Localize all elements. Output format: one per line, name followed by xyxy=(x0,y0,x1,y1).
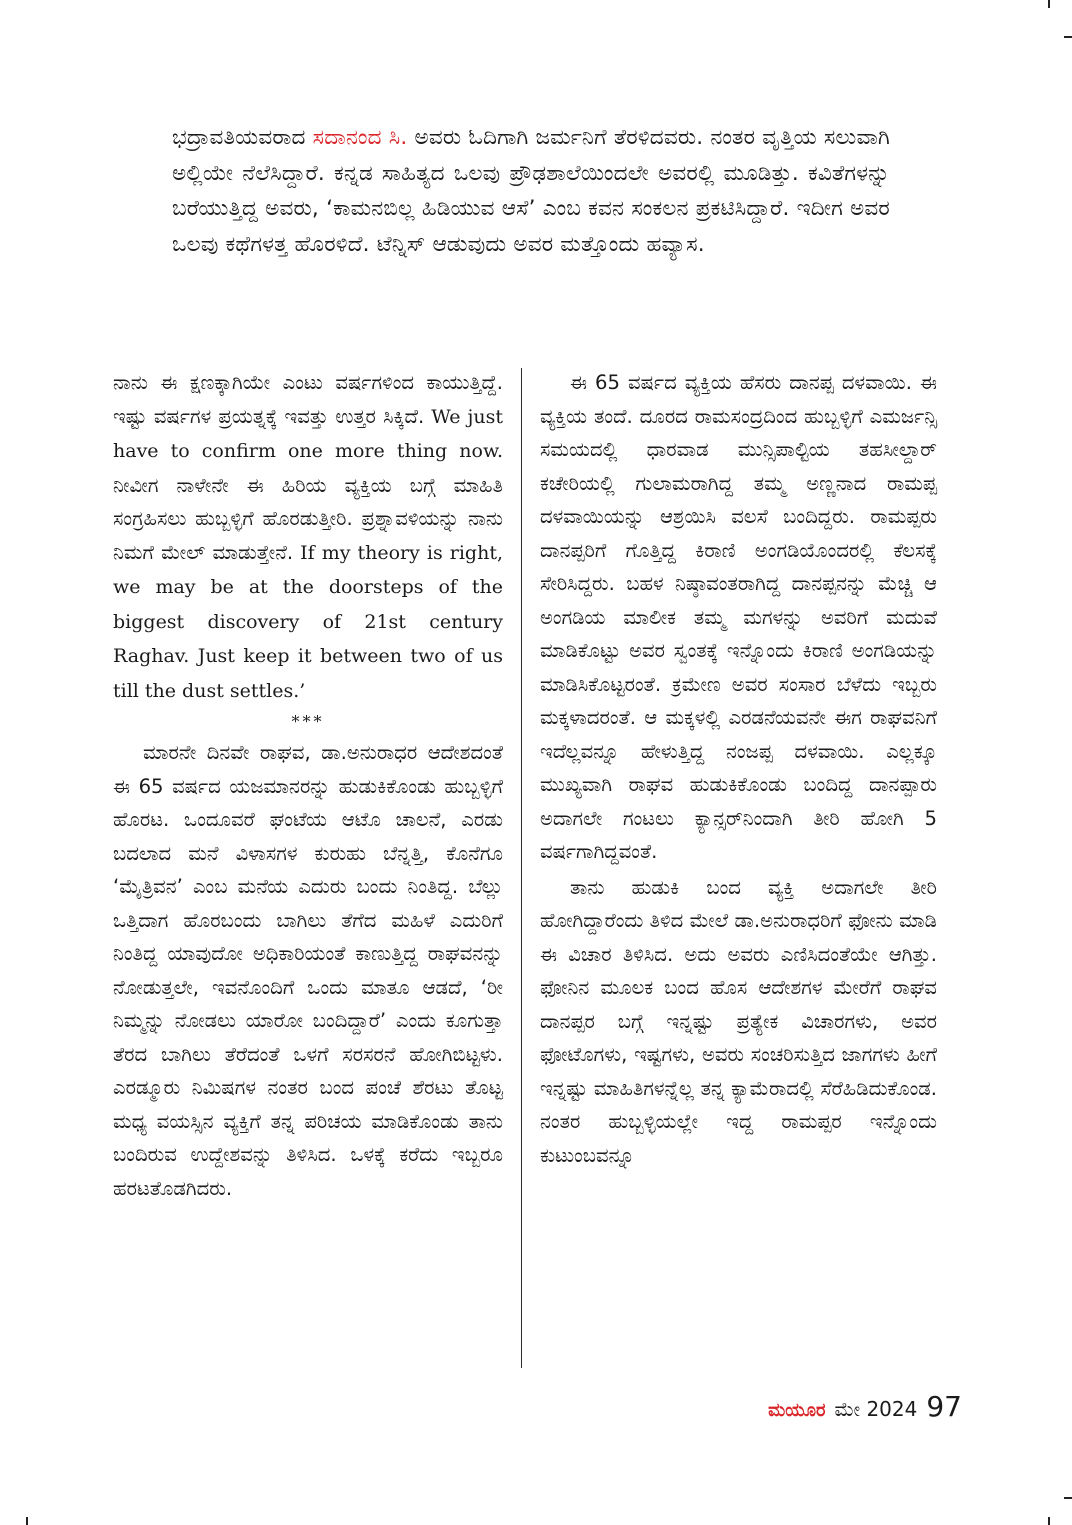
crop-mark xyxy=(1048,0,1050,8)
crop-mark xyxy=(1064,36,1072,38)
paragraph: ತಾನು ಹುಡುಕಿ ಬಂದ ವ್ಯಕ್ತಿ ಅದಾಗಲೇ ತೀರಿ ಹೋಗಿದ್ದಾರೆಂದು ತಿಳಿದ ಮೇಲೆ ಡಾ.ಅನುರಾಧರಿಗೆ ಫೋನು ಮಾಡಿ ಈ ವಿಚಾರ ತಿಳಿಸಿದ. ಅದು ಅವರು ಎಣಿಸಿದಂತೆಯೇ ಆಗಿತ್ತು. ಫೋನಿನ ಮೂಲಕ ಬಂದ ಹೊಸ ಆದೇಶಗಳ ಮೇರೆಗೆ ರಾಘವ ದಾನಪ್ಪರ ಬಗ್ಗೆ ಇನ್ನಷ್ಟು ಪ್ರತ್ಯೇಕ ವಿಚಾರಗಳು, ಅವರ ಫೋಟೊಗಳು, ಇಷ್ಟಗಳು, ಅವರು ಸಂಚರಿಸುತ್ತಿದ ಜಾಗಗಳು ಹೀಗೆ ಇನ್ನಷ್ಟು ಮಾಹಿತಿಗಳನ್ನೆಲ್ಲ ತನ್ನ ಕ್ಯಾಮೆರಾದಲ್ಲಿ ಸೆರೆಹಿಡಿದುಕೊಂಡ. ನಂತರ ಹುಬ್ಬಳ್ಳಿಯಲ್ಲೇ ಇದ್ದ ರಾಮಪ್ಪರ ಇನ್ನೊಂದು ಕುಟುಂಬವನ್ನೂ xyxy=(540,875,937,1167)
paragraph: ಈ 65 ವರ್ಷದ ವ್ಯಕ್ತಿಯ ಹೆಸರು ದಾನಪ್ಪ ದಳವಾಯಿ. ಈ ವ್ಯಕ್ತಿಯ ತಂದೆ. ದೂರದ ರಾಮಸಂದ್ರದಿಂದ ಹುಬ್ಬಳ್ಳಿಗೆ ಎಮರ್ಜನ್ಸಿ ಸಮಯದಲ್ಲಿ ಧಾರವಾಡ ಮುನ್ಸಿಪಾಲ್ಟಿಯ ತಹಸೀಲ್ದಾರ್ ಕಚೇರಿಯಲ್ಲಿ ಗುಲಾಮರಾಗಿದ್ದ ತಮ್ಮ ಅಣ್ಣನಾದ ರಾಮಪ್ಪ ದಳವಾಯಿಯನ್ನು ಆಶ್ರಯಿಸಿ ವಲಸೆ ಬಂದಿದ್ದರು. ರಾಮಪ್ಪರು ದಾನಪ್ಪರಿಗೆ ಗೊತ್ತಿದ್ದ ಕಿರಾಣಿ ಅಂಗಡಿಯೊಂದರಲ್ಲಿ ಕೆಲಸಕ್ಕೆ ಸೇರಿಸಿದ್ದರು. ಬಹಳ ನಿಷ್ಠಾವಂತರಾಗಿದ್ದ ದಾನಪ್ಪನನ್ನು ಮೆಚ್ಚಿ ಆ ಅಂಗಡಿಯ ಮಾಲೀಕ ತಮ್ಮ ಮಗಳನ್ನು ಅವರಿಗೆ ಮದುವೆ ಮಾಡಿಕೊಟ್ಟು ಅವರ ಸ್ವಂತಕ್ಕೆ ಇನ್ನೊಂದು ಕಿರಾಣಿ ಅಂಗಡಿಯನ್ನು ಮಾಡಿಸಿಕೊಟ್ಟರಂತೆ. ಕ್ರಮೇಣ ಅವರ ಸಂಸಾರ ಬೆಳೆದು ಇಬ್ಬರು ಮಕ್ಕಳಾದರಂತೆ. ಆ ಮಕ್ಕಳಲ್ಲಿ ಎರಡನೆಯವನೇ ಈಗ ರಾಘವನಿಗೆ ಇದೆಲ್ಲವನ್ನೂ ಹೇಳುತ್ತಿದ್ದ ನಂಜಪ್ಪ ದಳವಾಯಿ. ಎಲ್ಲಕ್ಕೂ ಮುಖ್ಯವಾಗಿ ರಾಘವ ಹುಡುಕಿಕೊಂಡು ಬಂದಿದ್ದ ದಾನಪ್ಪಾರು ಅದಾಗಲೇ ಗಂಟಲು ಕ್ಯಾನ್ಸರ್‌ನಿಂದಾಗಿ ತೀರಿ ಹೋಗಿ 5 ವರ್ಷಗಾಗಿದ್ದವಂತೆ. xyxy=(540,371,937,863)
english-quote: If my theory is right, we may be at the doorsteps of the biggest discovery of 21st century Raghav. Just keep it between two of us till the dust settles.’ xyxy=(113,541,503,702)
story-column-right xyxy=(540,366,937,1172)
author-bio xyxy=(172,120,890,262)
section-separator: *** xyxy=(291,712,325,731)
story-column-left xyxy=(113,366,503,1205)
author-name: ಸದಾನಂದ ಸಿ. xyxy=(312,125,408,150)
paragraph: ಮಾರನೇ ದಿನವೇ ರಾಘವ, ಡಾ.ಅನುರಾಧರ ಆದೇಶದಂತೆ ಈ 65 ವರ್ಷದ ಯಜಮಾನರನ್ನು ಹುಡುಕಿಕೊಂಡು ಹುಬ್ಬಳ್ಳಿಗೆ ಹೊರಟ. ಒಂದೂವರೆ ಘಂಟೆಯ ಆಟೊ ಚಾಲನೆ, ಎರಡು ಬದಲಾದ ಮನೆ ವಿಳಾಸಗಳ ಕುರುಹು ಬೆನ್ನತ್ತಿ, ಕೊನೆಗೂ ‘ಮೈತ್ರಿವನ’ ಎಂಬ ಮನೆಯ ಎದುರು ಬಂದು ನಿಂತಿದ್ದ. ಬೆಲ್ಲು ಒತ್ತಿದಾಗ ಹೊರಬಂದು ಬಾಗಿಲು ತೆಗೆದ ಮಹಿಳೆ ಎದುರಿಗೆ ನಿಂತಿದ್ದ ಯಾವುದೋ ಅಧಿಕಾರಿಯಂತೆ ಕಾಣುತ್ತಿದ್ದ ರಾಘವನನ್ನು ನೋಡುತ್ತಲೇ, ಇವನೊಂದಿಗೆ ಒಂದು ಮಾತೂ ಆಡದೆ, ‘ರೀ ನಿಮ್ಮನ್ನು ನೋಡಲು ಯಾರೋ ಬಂದಿದ್ದಾರೆ’ ಎಂದು ಕೂಗುತ್ತಾ ತೆರದ ಬಾಗಿಲು ತೆರೆದಂತೆ ಒಳಗೆ ಸರಸರನೆ ಹೋಗಿಬಿಟ್ಟಳು. ಎರಡ್ಮೂರು ನಿಮಿಷಗಳ ನಂತರ ಬಂದ ಪಂಚೆ ಶೆರಟು ತೊಟ್ಟ ಮಧ್ಯ ವಯಸ್ಸಿನ ವ್ಯಕ್ತಿಗೆ ತನ್ನ ಪರಿಚಯ ಮಾಡಿಕೊಂಡು ತಾನು ಬಂದಿರುವ ಉದ್ದೇಶವನ್ನು ತಿಳಿಸಿದ. ಒಳಕ್ಕೆ ಕರೆದು ಇಬ್ಬರೂ ಹರಟತೊಡಗಿದರು. xyxy=(113,741,503,1200)
paragraph xyxy=(113,366,503,708)
paragraph-text: ನಾನು ಈ ಕ್ಷಣಕ್ಕಾಗಿಯೇ ಎಂಟು ವರ್ಷಗಳಿಂದ ಕಾಯುತ್ತಿದ್ದೆ. ಇಷ್ಟು ವರ್ಷಗಳ ಪ್ರಯತ್ನಕ್ಕೆ ಇವತ್ತು ಉತ್ತರ ಸಿಕ್ಕಿದೆ. xyxy=(113,371,503,428)
english-quote: We just have to confirm one more thing now. xyxy=(113,405,503,462)
crop-mark xyxy=(1064,1497,1072,1499)
bio-body: ಅವರು ಓದಿಗಾಗಿ ಜರ್ಮನಿಗೆ ತೆರಳಿದವರು. ನಂತರ ವೃತ್ತಿಯ ಸಲುವಾಗಿ ಅಲ್ಲಿಯೇ ನೆಲೆಸಿದ್ದಾರೆ. ಕನ್ನಡ ಸಾಹಿತ್ಯದ ಒಲವು ಪ್ರೌಢಶಾಲೆಯಿಂದಲೇ ಅವರಲ್ಲಿ ಮೂಡಿತ್ತು. ಕವಿತೆಗಳನ್ನು ಬರೆಯುತ್ತಿದ್ದ ಅವರು, ‘ಕಾಮನಬಿಲ್ಲ ಹಿಡಿಯುವ ಆಸೆ’ ಎಂಬ ಕವನ ಸಂಕಲನ ಪ್ರಕಟಿಸಿದ್ದಾರೆ. ಇದೀಗ ಅವರ ಒಲವು ಕಥೆಗಳತ್ತ ಹೊರಳಿದೆ. ಟೆನ್ನಿಸ್ ಆಡುವುದು ಅವರ ಮತ್ತೊಂದು ಹವ್ಯಾಸ. xyxy=(172,125,891,257)
page-footer xyxy=(768,1390,962,1423)
crop-mark xyxy=(26,1517,28,1525)
paragraph-text: ನೀವೀಗ ನಾಳೇನೇ ಈ ಹಿರಿಯ ವ್ಯಕ್ತಿಯ ಬಗ್ಗೆ ಮಾಹಿತಿ ಸಂಗ್ರಹಿಸಲು ಹುಬ್ಬಳ್ಳಿಗೆ ಹೊರಡುತ್ತೀರಿ. ಪ್ರಶ್ನಾವಳಿಯನ್ನು ನಾನು ನಿಮಗೆ ಮೇಲ್ ಮಾಡುತ್ತೇನೆ. xyxy=(113,473,503,564)
crop-mark xyxy=(1048,1517,1050,1525)
bio-intro: ಭದ್ರಾವತಿಯವರಾದ xyxy=(172,125,313,150)
issue-date: ಮೇ 2024 xyxy=(834,1397,918,1421)
page-number: 97 xyxy=(926,1390,962,1423)
magazine-logo: ಮಯೂರ xyxy=(768,1400,826,1421)
column-divider xyxy=(521,368,522,1368)
